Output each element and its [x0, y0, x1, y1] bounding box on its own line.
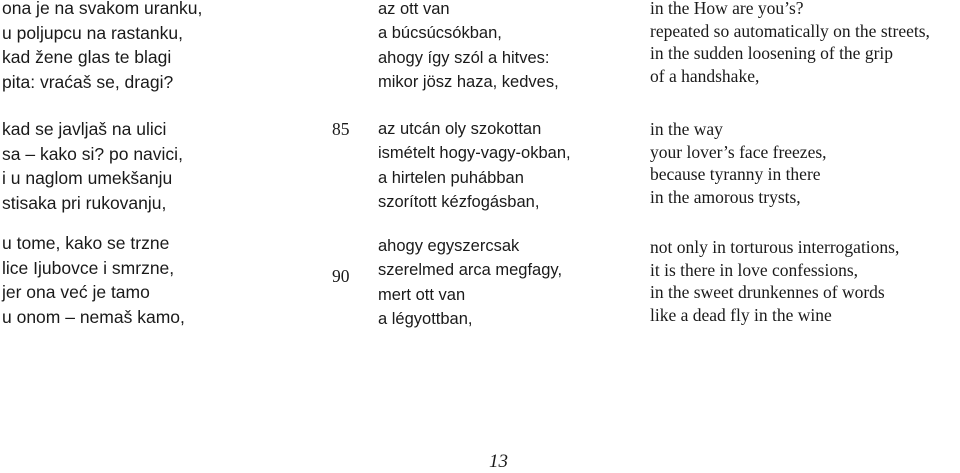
verse-line: u poljupcu na rastanku, — [2, 22, 183, 43]
verse-line: mert ott van — [378, 285, 466, 304]
verse-line: repeated so automatically on the streets, — [650, 20, 930, 41]
verse-line: i u naglom umekšanju — [2, 168, 173, 189]
verse-line: lice Ijubovce i smrzne, — [2, 257, 175, 278]
verse-line: ismételt hogy-vagy-okban, — [378, 144, 571, 163]
verse-line: in the sweet drunkennes of words — [650, 282, 885, 303]
verse-line: sa – kako si? po navici, — [2, 143, 183, 164]
verse-line: it is there in love confessions, — [650, 259, 859, 280]
verse-line: a légyottban, — [378, 309, 473, 328]
hungarian-stanza-1 — [378, 0, 559, 94]
verse-line: of a handshake, — [650, 65, 760, 86]
verse-line: a búcsúcsókban, — [378, 24, 502, 43]
hungarian-stanza-3 — [378, 234, 562, 331]
verse-line: in the sudden loosening of the grip — [650, 43, 894, 64]
page-number: 13 — [489, 451, 508, 472]
verse-line: mikor jösz haza, kedves, — [378, 72, 559, 91]
verse-line: your lover’s face freezes, — [650, 141, 827, 162]
verse-line: like a dead fly in the wine — [650, 304, 832, 325]
verse-line: ona je na svakom uranku, — [2, 0, 203, 18]
verse-line: u tome, kako se trzne — [2, 233, 170, 253]
verse-line: u onom – nemaš kamo, — [2, 307, 185, 328]
verse-line: kad žene glas te blagi — [2, 47, 172, 68]
verse-line: in the way — [650, 119, 723, 139]
verse-line: a hirtelen puhábban — [378, 168, 524, 187]
line-number-85: 85 — [332, 119, 350, 139]
verse-line: in the amorous trysts, — [650, 186, 801, 207]
verse-line: ahogy így szól a hitves: — [378, 48, 550, 67]
verse-line: in the How are you’s? — [650, 0, 804, 18]
verse-line: ahogy egyszercsak — [378, 237, 520, 255]
croatian-stanza-3 — [2, 231, 185, 330]
verse-line: stisaka pri rukovanju, — [2, 193, 167, 214]
croatian-stanza-1 — [2, 0, 202, 95]
verse-line: az ott van — [378, 0, 450, 18]
verse-line: kad se javljaš na ulici — [2, 119, 167, 139]
verse-line: because tyranny in there — [650, 164, 821, 185]
english-stanza-3 — [650, 236, 899, 326]
hungarian-stanza-2 — [378, 117, 571, 214]
verse-line: not only in torturous interrogations, — [650, 237, 900, 257]
line-number-90: 90 — [332, 266, 350, 286]
croatian-stanza-2 — [2, 117, 183, 216]
english-stanza-2 — [650, 118, 827, 208]
verse-line: szerelmed arca megfagy, — [378, 261, 563, 280]
verse-line: pita: vraćaš se, dragi? — [2, 72, 174, 93]
verse-line: jer ona već je tamo — [2, 282, 150, 303]
verse-line: szorított kézfogásban, — [378, 192, 540, 211]
english-stanza-1 — [650, 0, 930, 87]
verse-line: az utcán oly szokottan — [378, 120, 542, 138]
